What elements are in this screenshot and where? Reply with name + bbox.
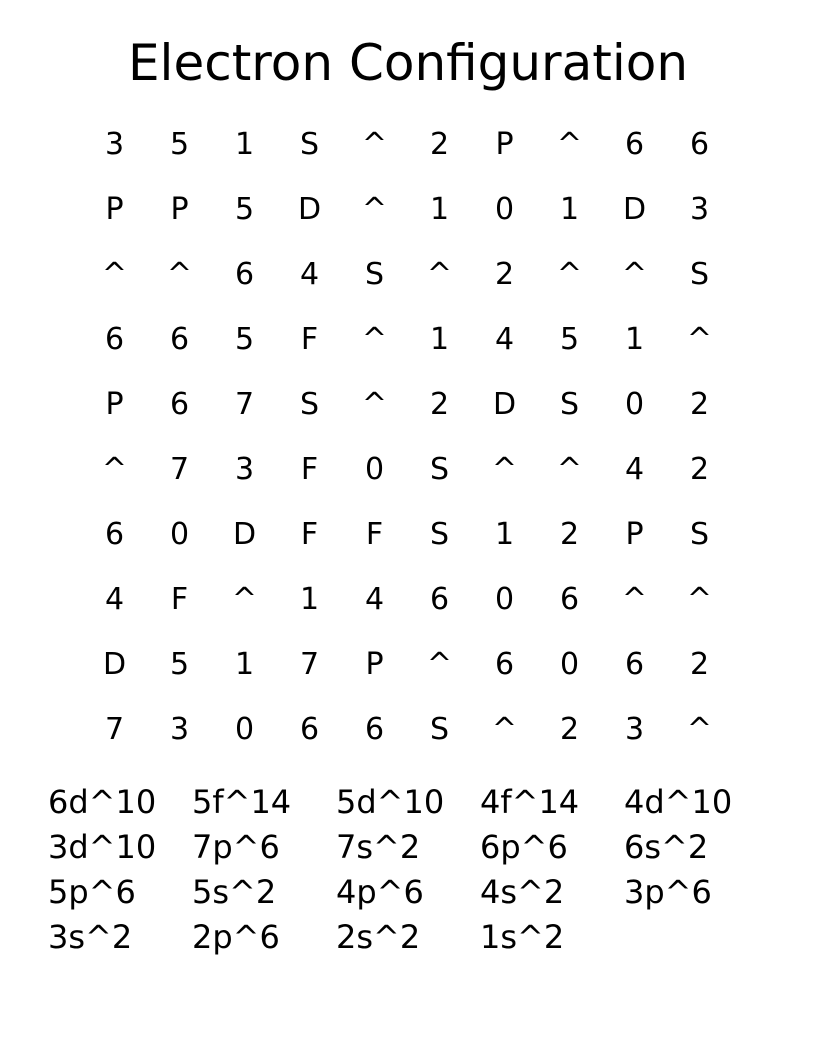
grid-cell: 2 [559,517,580,552]
word-list-item: 3s^2 [48,918,133,956]
grid-cell: S [299,387,320,422]
word-list-item: 7s^2 [336,828,421,866]
grid-cell: D [102,647,127,682]
grid-cell: ^ [686,322,713,357]
grid-cell: 4 [494,322,515,357]
grid-cell: F [300,322,319,357]
grid-cell: 5 [169,127,190,162]
word-list-item: 6s^2 [624,828,709,866]
grid-cell: P [105,387,124,422]
grid-cell: 1 [559,192,580,227]
grid-cell: S [559,387,580,422]
grid-cell: 1 [299,582,320,617]
grid-cell: D [492,387,517,422]
grid-cell: 2 [689,452,710,487]
grid-row [82,177,732,242]
grid-cell: ^ [621,257,648,292]
grid-row [82,502,732,567]
grid-cell: 1 [234,647,255,682]
grid-cell: 1 [429,322,450,357]
grid-cell: 3 [104,127,125,162]
word-list-item: 3p^6 [624,873,712,911]
grid-cell: 0 [494,192,515,227]
grid-row [82,242,732,307]
grid-cell: 0 [624,387,645,422]
grid-cell: ^ [101,452,128,487]
word-list-item: 6p^6 [480,828,568,866]
grid-cell: 4 [104,582,125,617]
grid-cell: 5 [169,647,190,682]
grid-cell: S [429,712,450,747]
grid-cell: 6 [429,582,450,617]
grid-cell: ^ [101,257,128,292]
word-list-item: 5s^2 [192,873,277,911]
word-list-row [48,870,768,915]
word-list-item: 6d^10 [48,783,157,821]
grid-cell: 1 [494,517,515,552]
grid-cell: 0 [169,517,190,552]
word-list-item: 4d^10 [624,783,733,821]
grid-cell: ^ [491,452,518,487]
word-list-item: 1s^2 [480,918,565,956]
grid-cell: 6 [104,517,125,552]
grid-cell: 6 [169,322,190,357]
grid-cell: 6 [364,712,385,747]
word-list-item: 2p^6 [192,918,280,956]
grid-cell: 0 [559,647,580,682]
grid-cell: 0 [234,712,255,747]
grid-row [82,307,732,372]
grid-row [82,697,732,762]
grid-cell: 7 [169,452,190,487]
page-title: Electron Configuration [127,34,689,92]
grid-row [82,437,732,502]
grid-cell: 5 [559,322,580,357]
grid-cell: D [232,517,257,552]
grid-cell: 6 [234,257,255,292]
grid-cell: D [622,192,647,227]
grid-cell: 2 [689,647,710,682]
grid-cell: S [364,257,385,292]
grid-cell: 6 [169,387,190,422]
grid-cell: F [365,517,384,552]
word-list-item: 4p^6 [336,873,424,911]
grid-cell: ^ [426,257,453,292]
grid-cell: 2 [429,387,450,422]
word-list-item: 5f^14 [192,783,292,821]
grid-cell: ^ [361,127,388,162]
grid-cell: S [689,517,710,552]
grid-cell: ^ [556,257,583,292]
grid-cell: P [625,517,644,552]
grid-cell: 7 [104,712,125,747]
word-list-row [48,780,768,825]
grid-cell: P [105,192,124,227]
grid-cell: 1 [429,192,450,227]
word-list-row [48,915,768,960]
word-list-item: 5d^10 [336,783,445,821]
grid-cell: 6 [689,127,710,162]
grid-cell: 0 [364,452,385,487]
grid-cell: ^ [166,257,193,292]
grid-cell: ^ [686,582,713,617]
grid-cell: 7 [234,387,255,422]
grid-cell: 3 [169,712,190,747]
grid-cell: F [300,517,319,552]
grid-cell: S [299,127,320,162]
grid-cell: 4 [624,452,645,487]
grid-cell: ^ [361,322,388,357]
grid-cell: S [689,257,710,292]
word-list-item: 4s^2 [480,873,565,911]
grid-cell: F [170,582,189,617]
grid-cell: 4 [364,582,385,617]
grid-cell: 3 [689,192,710,227]
word-list-item: 3d^10 [48,828,157,866]
grid-cell: ^ [491,712,518,747]
grid-cell: P [495,127,514,162]
grid-cell: ^ [556,452,583,487]
word-list-item: 5p^6 [48,873,136,911]
grid-cell: 6 [624,127,645,162]
grid-cell: 7 [299,647,320,682]
grid-cell: 6 [624,647,645,682]
grid-cell: F [300,452,319,487]
grid-cell: P [170,192,189,227]
grid-cell: ^ [361,387,388,422]
grid-row [82,567,732,632]
grid-cell: 6 [494,647,515,682]
letter-grid [82,112,732,762]
grid-row [82,372,732,437]
grid-cell: ^ [556,127,583,162]
grid-cell: 0 [494,582,515,617]
word-list-item: 2s^2 [336,918,421,956]
grid-cell: 2 [689,387,710,422]
grid-cell: 6 [559,582,580,617]
grid-cell: D [297,192,322,227]
grid-cell: 2 [559,712,580,747]
grid-cell: 1 [624,322,645,357]
grid-row [82,112,732,177]
grid-cell: ^ [621,582,648,617]
grid-cell: 5 [234,192,255,227]
word-list-item: 4f^14 [480,783,580,821]
grid-row [82,632,732,697]
grid-cell: P [365,647,384,682]
grid-cell: 2 [494,257,515,292]
grid-cell: 4 [299,257,320,292]
grid-cell: 3 [624,712,645,747]
grid-cell: ^ [426,647,453,682]
grid-cell: S [429,517,450,552]
word-list-row [48,825,768,870]
grid-cell: ^ [231,582,258,617]
grid-cell: S [429,452,450,487]
grid-cell: 6 [299,712,320,747]
grid-cell: 5 [234,322,255,357]
word-list [48,780,768,960]
grid-cell: 1 [234,127,255,162]
grid-cell: ^ [361,192,388,227]
word-list-item: 7p^6 [192,828,280,866]
grid-cell: ^ [686,712,713,747]
grid-cell: 6 [104,322,125,357]
grid-cell: 3 [234,452,255,487]
grid-cell: 2 [429,127,450,162]
